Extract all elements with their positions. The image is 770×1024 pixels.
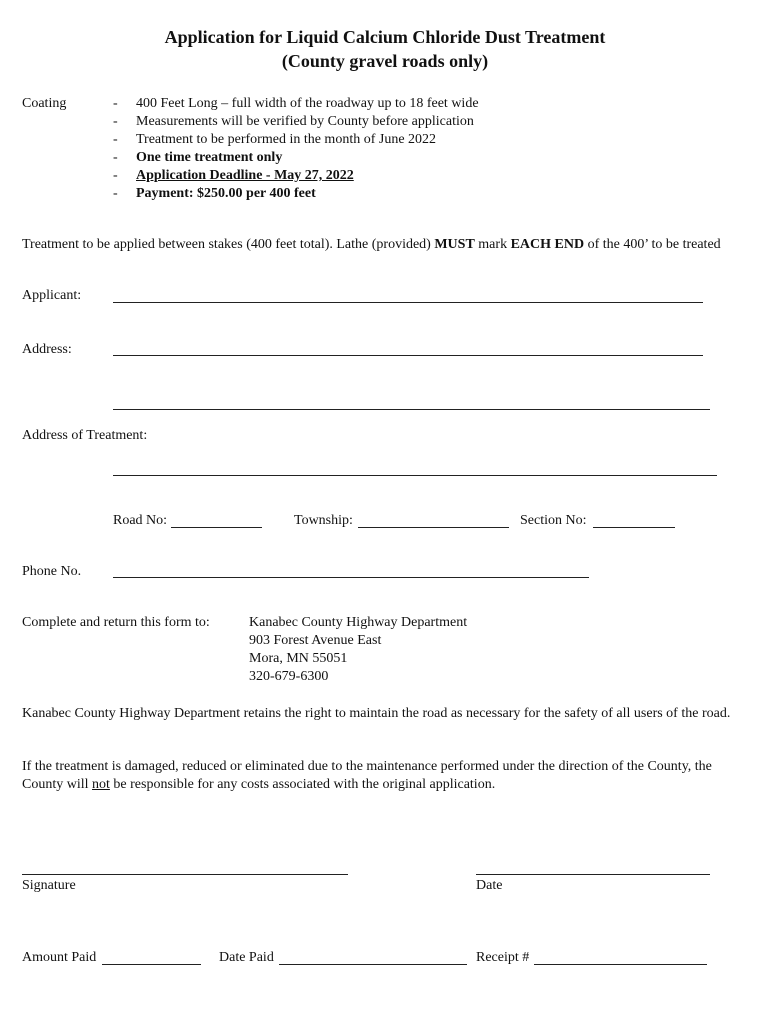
instruction-text: Treatment to be applied between stakes (400 feet total). Lathe (provided) — [22, 237, 435, 252]
road-no-label: Road No: — [113, 513, 168, 528]
date-label: Date — [476, 878, 503, 893]
bullet-payment: Payment: $250.00 per 400 feet — [136, 186, 316, 201]
address-field[interactable] — [113, 339, 703, 356]
applicant-label: Applicant: — [22, 288, 82, 303]
date-paid-field[interactable] — [279, 948, 467, 965]
township-label: Township: — [294, 513, 353, 528]
signature-label: Signature — [22, 878, 76, 893]
bullet-dash: - — [113, 168, 118, 183]
address-field-line2[interactable] — [113, 393, 710, 410]
signature-field[interactable] — [22, 874, 348, 875]
return-address-line: Kanabec County Highway Department — [249, 615, 468, 630]
bullet-deadline: Application Deadline - May 27, 2022 — [136, 168, 354, 183]
road-no-field[interactable] — [171, 511, 262, 528]
instruction-emphasis: EACH END — [510, 237, 585, 252]
bullet-timing: Treatment to be performed in the month of June 2022 — [136, 132, 437, 147]
address-of-treatment-field[interactable] — [113, 459, 717, 476]
amount-paid-field[interactable] — [102, 948, 201, 965]
phone-field[interactable] — [113, 561, 589, 578]
damage-text: If the treatment is damaged, reduced or eliminated due to the maintenance performed under the direction of the County, the County will — [22, 759, 712, 792]
address-of-treatment-label: Address of Treatment: — [22, 428, 148, 443]
coating-label: Coating — [22, 96, 67, 111]
phone-label: Phone No. — [22, 564, 82, 579]
date-paid-label: Date Paid — [219, 950, 274, 965]
rights-paragraph: Kanabec County Highway Department retains the right to maintain the road as necessary for the safety of all users of the road. — [22, 706, 731, 721]
return-instructions-label: Complete and return this form to: — [22, 615, 210, 630]
instruction-text: mark — [474, 237, 511, 252]
instruction-emphasis: MUST — [434, 237, 475, 252]
treatment-instructions — [22, 236, 752, 254]
bullet-measurements: Measurements will be verified by County before application — [136, 114, 474, 129]
amount-paid-label: Amount Paid — [22, 950, 97, 965]
return-address-line: 903 Forest Avenue East — [249, 633, 382, 648]
bullet-dash: - — [113, 132, 118, 147]
bullet-dash: - — [113, 96, 118, 111]
damage-text: be responsible for any costs associated with the original application. — [109, 777, 496, 792]
return-phone: 320-679-6300 — [249, 669, 329, 684]
bullet-dash: - — [113, 150, 118, 165]
damage-paragraph — [22, 758, 752, 794]
bullet-one-time: One time treatment only — [136, 150, 283, 165]
receipt-field[interactable] — [534, 948, 707, 965]
bullet-dash: - — [113, 114, 118, 129]
section-no-field[interactable] — [593, 511, 675, 528]
form-title: Application for Liquid Calcium Chloride Dust Treatment — [164, 27, 606, 47]
receipt-label: Receipt # — [476, 950, 530, 965]
address-label: Address: — [22, 342, 72, 357]
return-address-line: Mora, MN 55051 — [249, 651, 348, 666]
form-subtitle: (County gravel roads only) — [281, 51, 489, 71]
section-no-label: Section No: — [520, 513, 587, 528]
bullet-dash: - — [113, 186, 118, 201]
bullet-length: 400 Feet Long – full width of the roadway up to 18 feet wide — [136, 96, 479, 111]
instruction-text: of the 400’ to be treated — [584, 237, 721, 252]
township-field[interactable] — [358, 511, 509, 528]
damage-emphasis: not — [92, 777, 110, 792]
date-field[interactable] — [476, 874, 710, 875]
applicant-field[interactable] — [113, 286, 703, 303]
